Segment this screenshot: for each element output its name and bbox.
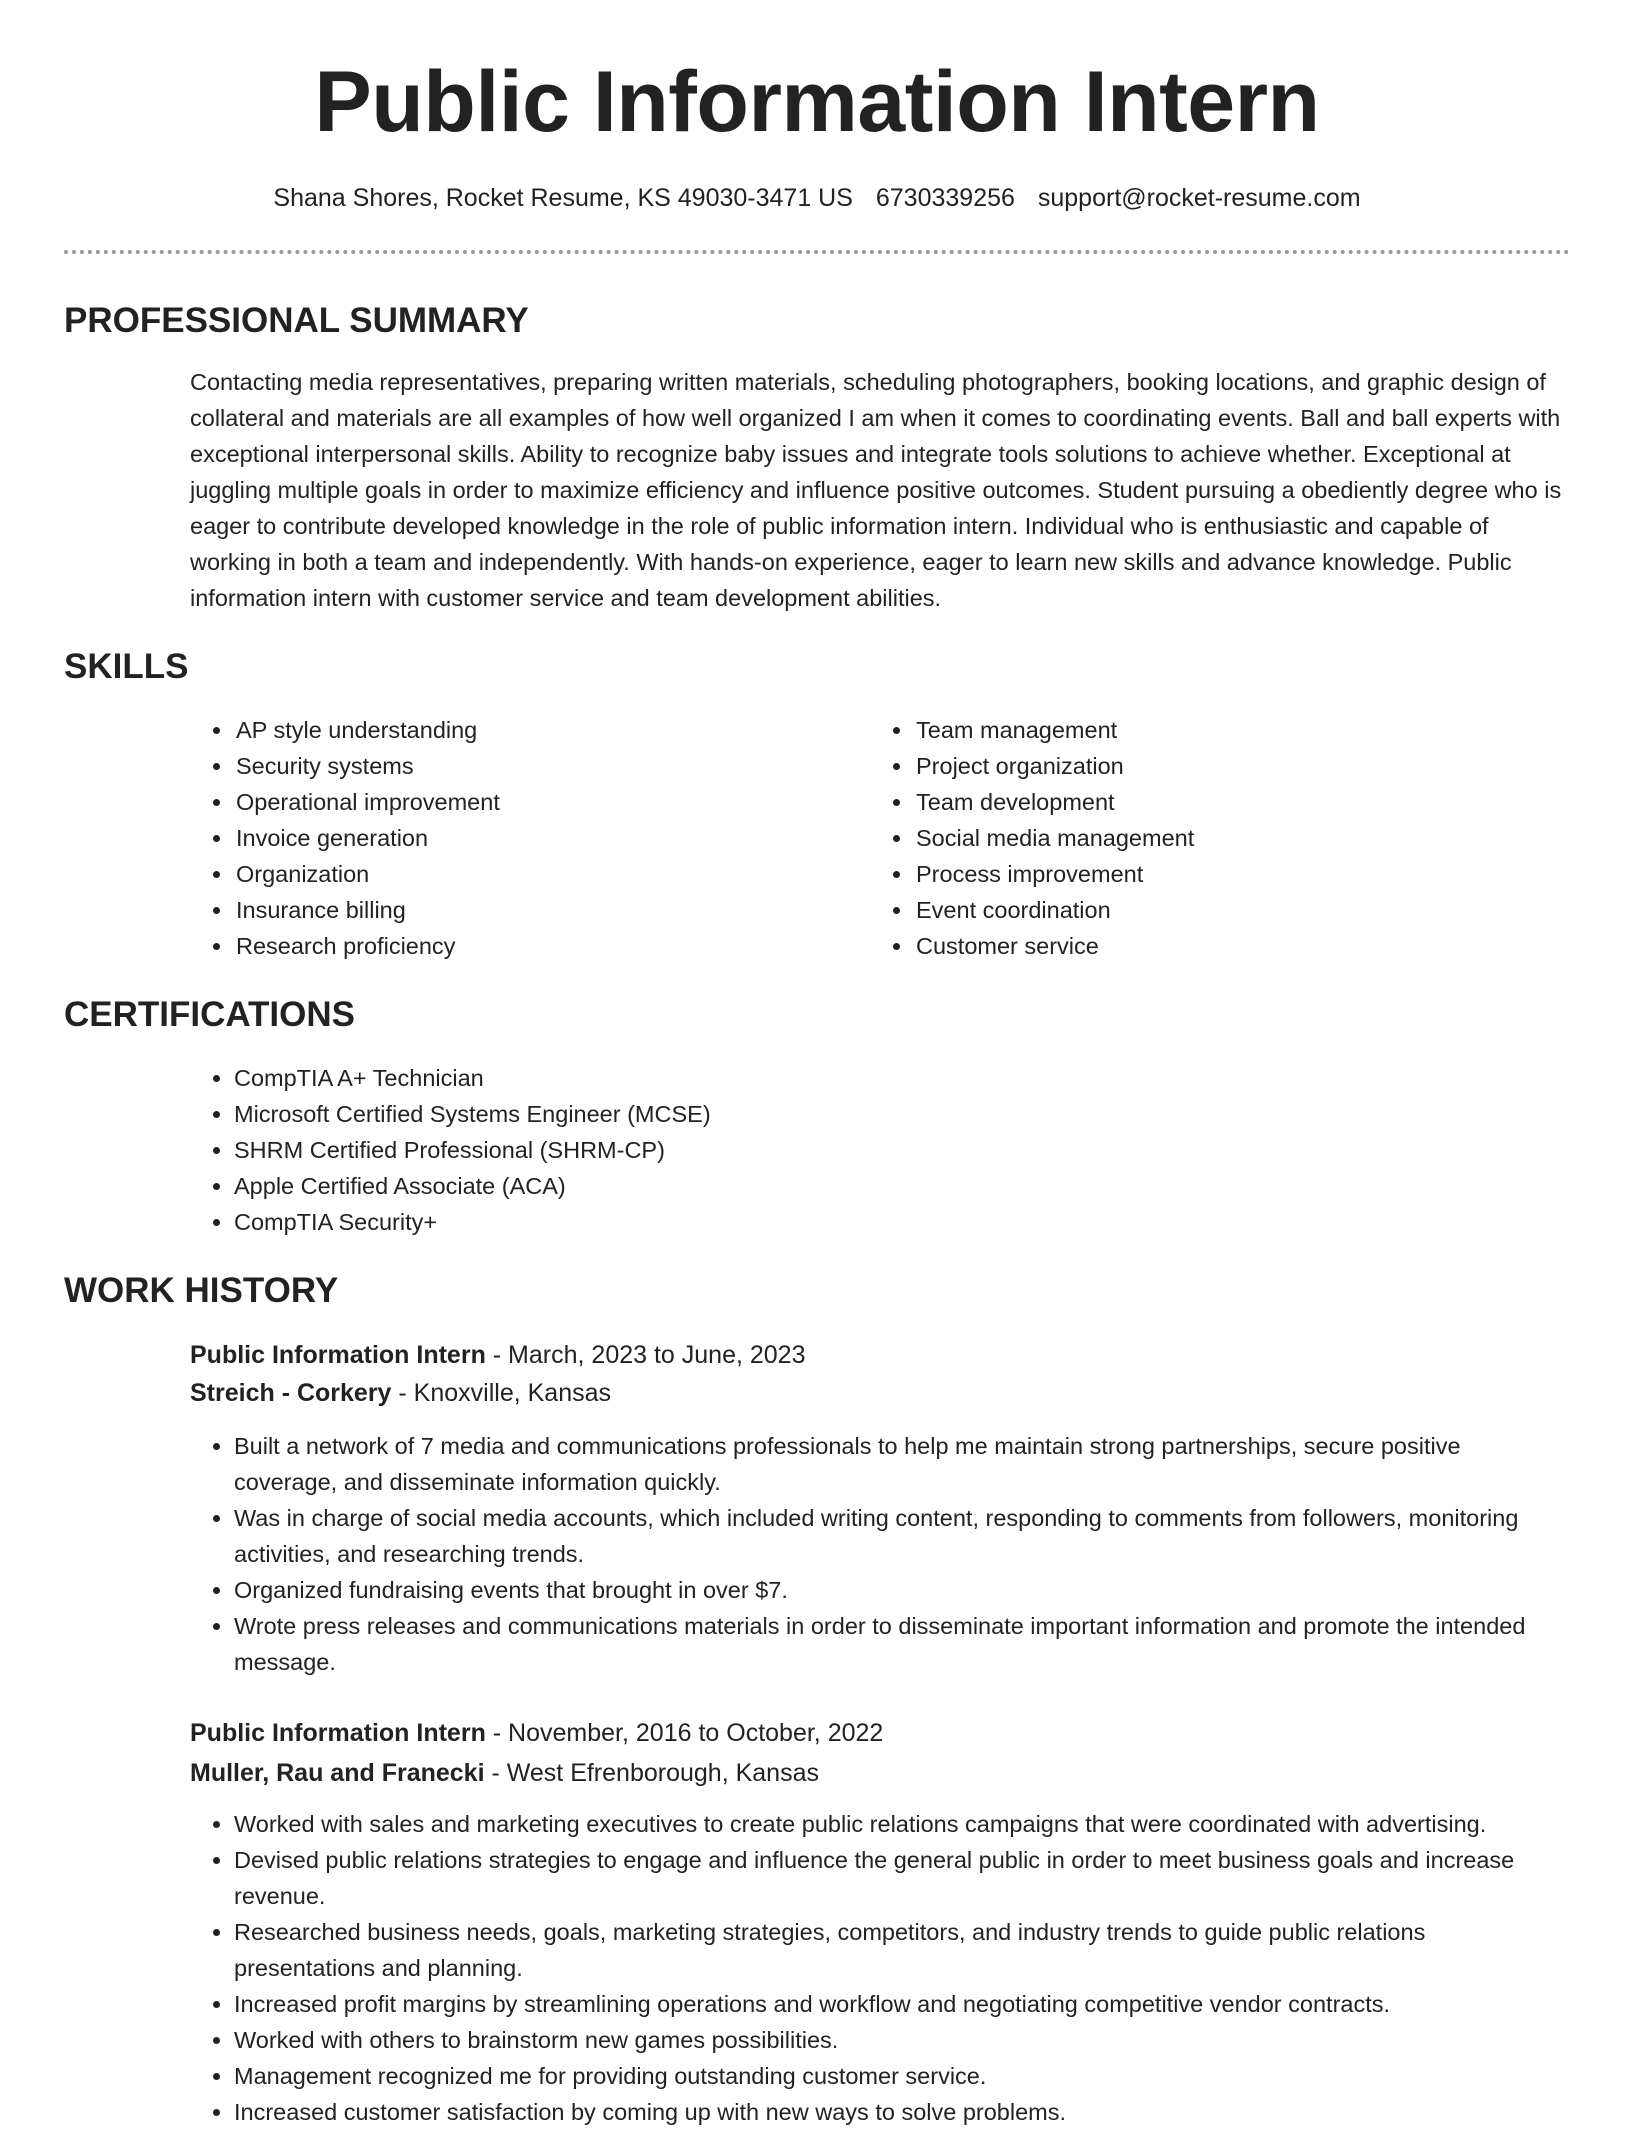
- summary-text: Contacting media representatives, preparing written materials, scheduling photographers, booking locations, and graphic design of collateral and materials are all examples of how well organized I am when it comes to coordinating events. Ball and ball experts with exceptional interpersonal skills. Ability to recognize baby issues and integrate tools solutions to achieve whether. Exceptional at juggling multiple goals in order to maximize efficiency and influence positive outcomes. Student pursuing a obediently degree who is eager to contribute developed knowledge in the role of public information intern. Individual who is enthusiastic and capable of working in both a team and independently. With hands-on experience, eager to learn new skills and advance knowledge. Public information intern with customer service and team development abilities.: [190, 369, 1562, 611]
- job-company-line: [190, 1754, 819, 1792]
- job-bullet: • Devised public relations strategies to engage and influence the general public in order to meet business goals and increase revenue.: [234, 1842, 1570, 1914]
- job-bullet: • Researched business needs, goals, marketing strategies, competitors, and industry trends to guide public relations presentations and planning.: [234, 1914, 1570, 1986]
- job-title: Public Information Intern: [190, 1341, 486, 1369]
- certification-item: • CompTIA A+ Technician: [234, 1060, 711, 1096]
- job-bullet: • Organized fundraising events that brought in over $7.: [234, 1572, 1570, 1608]
- skill-item: • Social media management: [914, 820, 1194, 856]
- skill-item: • Team development: [914, 784, 1194, 820]
- job-location: - Knoxville, Kansas: [391, 1379, 612, 1407]
- skill-item: • Organization: [234, 856, 500, 892]
- skill-item: • Research proficiency: [234, 928, 500, 964]
- certification-item: • Apple Certified Associate (ACA): [234, 1168, 711, 1204]
- section-title-work-history: WORK HISTORY: [64, 1271, 339, 1310]
- job-bullet: • Increased profit margins by streamlining operations and workflow and negotiating competitive vendor contracts.: [234, 1986, 1570, 2022]
- job-bullets: [190, 1806, 1570, 2130]
- certifications-list: [190, 1060, 711, 1240]
- job-title-line: [190, 1336, 806, 1374]
- job-title-line: [190, 1714, 883, 1752]
- header-divider: [64, 250, 1570, 254]
- job-bullet: • Worked with sales and marketing executives to create public relations campaigns that were coordinated with advertising.: [234, 1806, 1570, 1842]
- certification-item: • CompTIA Security+: [234, 1204, 711, 1240]
- skills-list-right: [870, 712, 1194, 964]
- contact-phone: 6730339256: [875, 184, 1015, 212]
- section-title-summary: PROFESSIONAL SUMMARY: [64, 301, 529, 340]
- job-bullet: • Management recognized me for providing outstanding customer service.: [234, 2058, 1570, 2094]
- job-bullet: • Built a network of 7 media and communications professionals to help me maintain strong partnerships, secure positive coverage, and disseminate information quickly.: [234, 1428, 1570, 1500]
- skills-list-left: [190, 712, 500, 964]
- contact-address: Shana Shores, Rocket Resume, KS 49030-3471 US: [273, 184, 853, 212]
- job-bullet: • Was in charge of social media accounts, which included writing content, responding to comments from followers, monitoring activities, and researching trends.: [234, 1500, 1570, 1572]
- job-location: - West Efrenborough, Kansas: [484, 1759, 819, 1787]
- skill-item: • Insurance billing: [234, 892, 500, 928]
- section-title-skills: SKILLS: [64, 647, 189, 686]
- skill-item: • Customer service: [914, 928, 1194, 964]
- resume-title: Public Information Intern: [314, 54, 1320, 150]
- job-company: Muller, Rau and Franecki: [190, 1759, 485, 1787]
- contact-email: support@rocket-resume.com: [1037, 184, 1361, 212]
- job-bullets: [190, 1428, 1570, 1680]
- section-title-certifications: CERTIFICATIONS: [64, 995, 356, 1034]
- job-dates: - March, 2023 to June, 2023: [485, 1341, 806, 1369]
- job-title: Public Information Intern: [190, 1719, 486, 1747]
- certification-item: • SHRM Certified Professional (SHRM-CP): [234, 1132, 711, 1168]
- job-bullet: • Increased customer satisfaction by coming up with new ways to solve problems.: [234, 2094, 1570, 2130]
- contact-line: [64, 180, 1570, 216]
- skill-item: • Invoice generation: [234, 820, 500, 856]
- skill-item: • Project organization: [914, 748, 1194, 784]
- job-bullet: • Wrote press releases and communications materials in order to disseminate important information and promote the intended message.: [234, 1608, 1570, 1680]
- job-bullet: • Worked with others to brainstorm new games possibilities.: [234, 2022, 1570, 2058]
- certification-item: • Microsoft Certified Systems Engineer (MCSE): [234, 1096, 711, 1132]
- job-company: Streich - Corkery: [190, 1379, 392, 1407]
- skill-item: • Security systems: [234, 748, 500, 784]
- skill-item: • AP style understanding: [234, 712, 500, 748]
- job-company-line: [190, 1374, 611, 1412]
- job-dates: - November, 2016 to October, 2022: [485, 1719, 884, 1747]
- skill-item: • Event coordination: [914, 892, 1194, 928]
- skill-item: • Team management: [914, 712, 1194, 748]
- skill-item: • Operational improvement: [234, 784, 500, 820]
- skill-item: • Process improvement: [914, 856, 1194, 892]
